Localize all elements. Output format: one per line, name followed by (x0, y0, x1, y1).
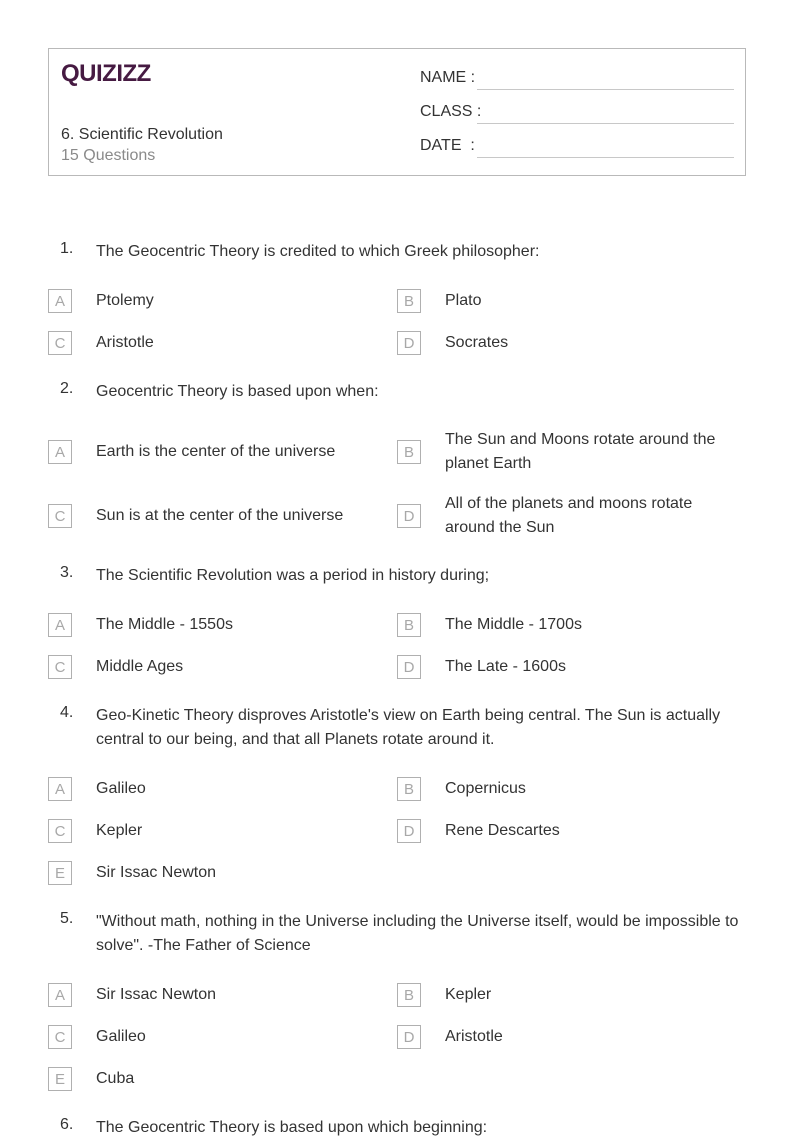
option-letter-box: E (48, 861, 72, 885)
option-text: Ptolemy (96, 292, 154, 309)
option-text: Copernicus (445, 780, 526, 797)
question-text: "Without math, nothing in the Universe including the Universe itself, would be impossible to solve". -The Father of Science (96, 913, 739, 954)
option-letter-box: B (397, 613, 421, 637)
question-count: 15 Questions (61, 147, 156, 164)
option-letter-box: C (48, 1025, 72, 1049)
option-text: Kepler (96, 822, 143, 839)
class-field[interactable] (420, 103, 734, 127)
option-text: Aristotle (96, 334, 154, 351)
option-letter-box: D (397, 655, 421, 679)
quizizz-logo (61, 60, 151, 88)
class-line[interactable] (477, 123, 734, 124)
question-text: The Geocentric Theory is based upon which beginning: (96, 1119, 488, 1136)
name-label: NAME : (420, 69, 476, 86)
option-text: Galileo (96, 1028, 146, 1045)
option-letter-box: D (397, 504, 421, 528)
question-number: 4. (60, 704, 74, 721)
option-text: Kepler (445, 986, 492, 1003)
question-number: 1. (60, 240, 74, 257)
option-text: Sun is at the center of the universe (96, 507, 344, 524)
option-letter-box: D (397, 1025, 421, 1049)
question-text: Geo-Kinetic Theory disproves Aristotle's view on Earth being central. The Sun is actually central to our being, and that all Planets rotate around it. (96, 707, 721, 748)
question-text: Geocentric Theory is based upon when: (96, 383, 379, 400)
option-letter-box: C (48, 331, 72, 355)
option-letter-box: B (397, 777, 421, 801)
date-label: DATE : (420, 137, 475, 154)
option-text: All of the planets and moons rotate around the Sun (445, 495, 693, 536)
option-text: The Middle - 1700s (445, 616, 582, 633)
option-text: Galileo (96, 780, 146, 797)
question-number: 5. (60, 910, 74, 927)
question-number: 2. (60, 380, 74, 397)
option-text: Rene Descartes (445, 822, 560, 839)
question-number: 6. (60, 1116, 74, 1133)
option-letter-box: A (48, 983, 72, 1007)
option-text: Socrates (445, 334, 509, 351)
logo-wordmark: QUIZIZZ (61, 60, 151, 87)
option-text: The Late - 1600s (445, 658, 566, 675)
question-text: The Scientific Revolution was a period in history during; (96, 567, 490, 584)
option-letter-box: A (48, 289, 72, 313)
option-text: The Middle - 1550s (96, 616, 233, 633)
option-text: Cuba (96, 1070, 135, 1087)
date-line[interactable] (477, 157, 734, 158)
option-letter-box: B (397, 440, 421, 464)
name-field[interactable] (420, 69, 734, 93)
option-text: Middle Ages (96, 658, 184, 675)
option-text: Aristotle (445, 1028, 503, 1045)
worksheet-header (48, 48, 746, 176)
date-field[interactable] (420, 137, 734, 161)
class-label: CLASS : (420, 103, 482, 120)
option-text: Sir Issac Newton (96, 986, 217, 1003)
option-letter-box: A (48, 613, 72, 637)
option-letter-box: D (397, 331, 421, 355)
option-text: Earth is the center of the universe (96, 443, 336, 460)
question-number: 3. (60, 564, 74, 581)
option-letter-box: A (48, 440, 72, 464)
worksheet-title: 6. Scientific Revolution (61, 126, 223, 143)
option-text: Sir Issac Newton (96, 864, 217, 881)
option-letter-box: C (48, 504, 72, 528)
question-text: The Geocentric Theory is credited to which Greek philosopher: (96, 243, 540, 260)
option-letter-box: A (48, 777, 72, 801)
option-letter-box: C (48, 655, 72, 679)
option-letter-box: B (397, 289, 421, 313)
option-letter-box: C (48, 819, 72, 843)
name-line[interactable] (477, 89, 734, 90)
option-text: The Sun and Moons rotate around the planet Earth (445, 431, 716, 472)
option-letter-box: B (397, 983, 421, 1007)
option-text: Plato (445, 292, 482, 309)
option-letter-box: E (48, 1067, 72, 1091)
quizizz-logo-mark (61, 60, 151, 88)
option-letter-box: D (397, 819, 421, 843)
